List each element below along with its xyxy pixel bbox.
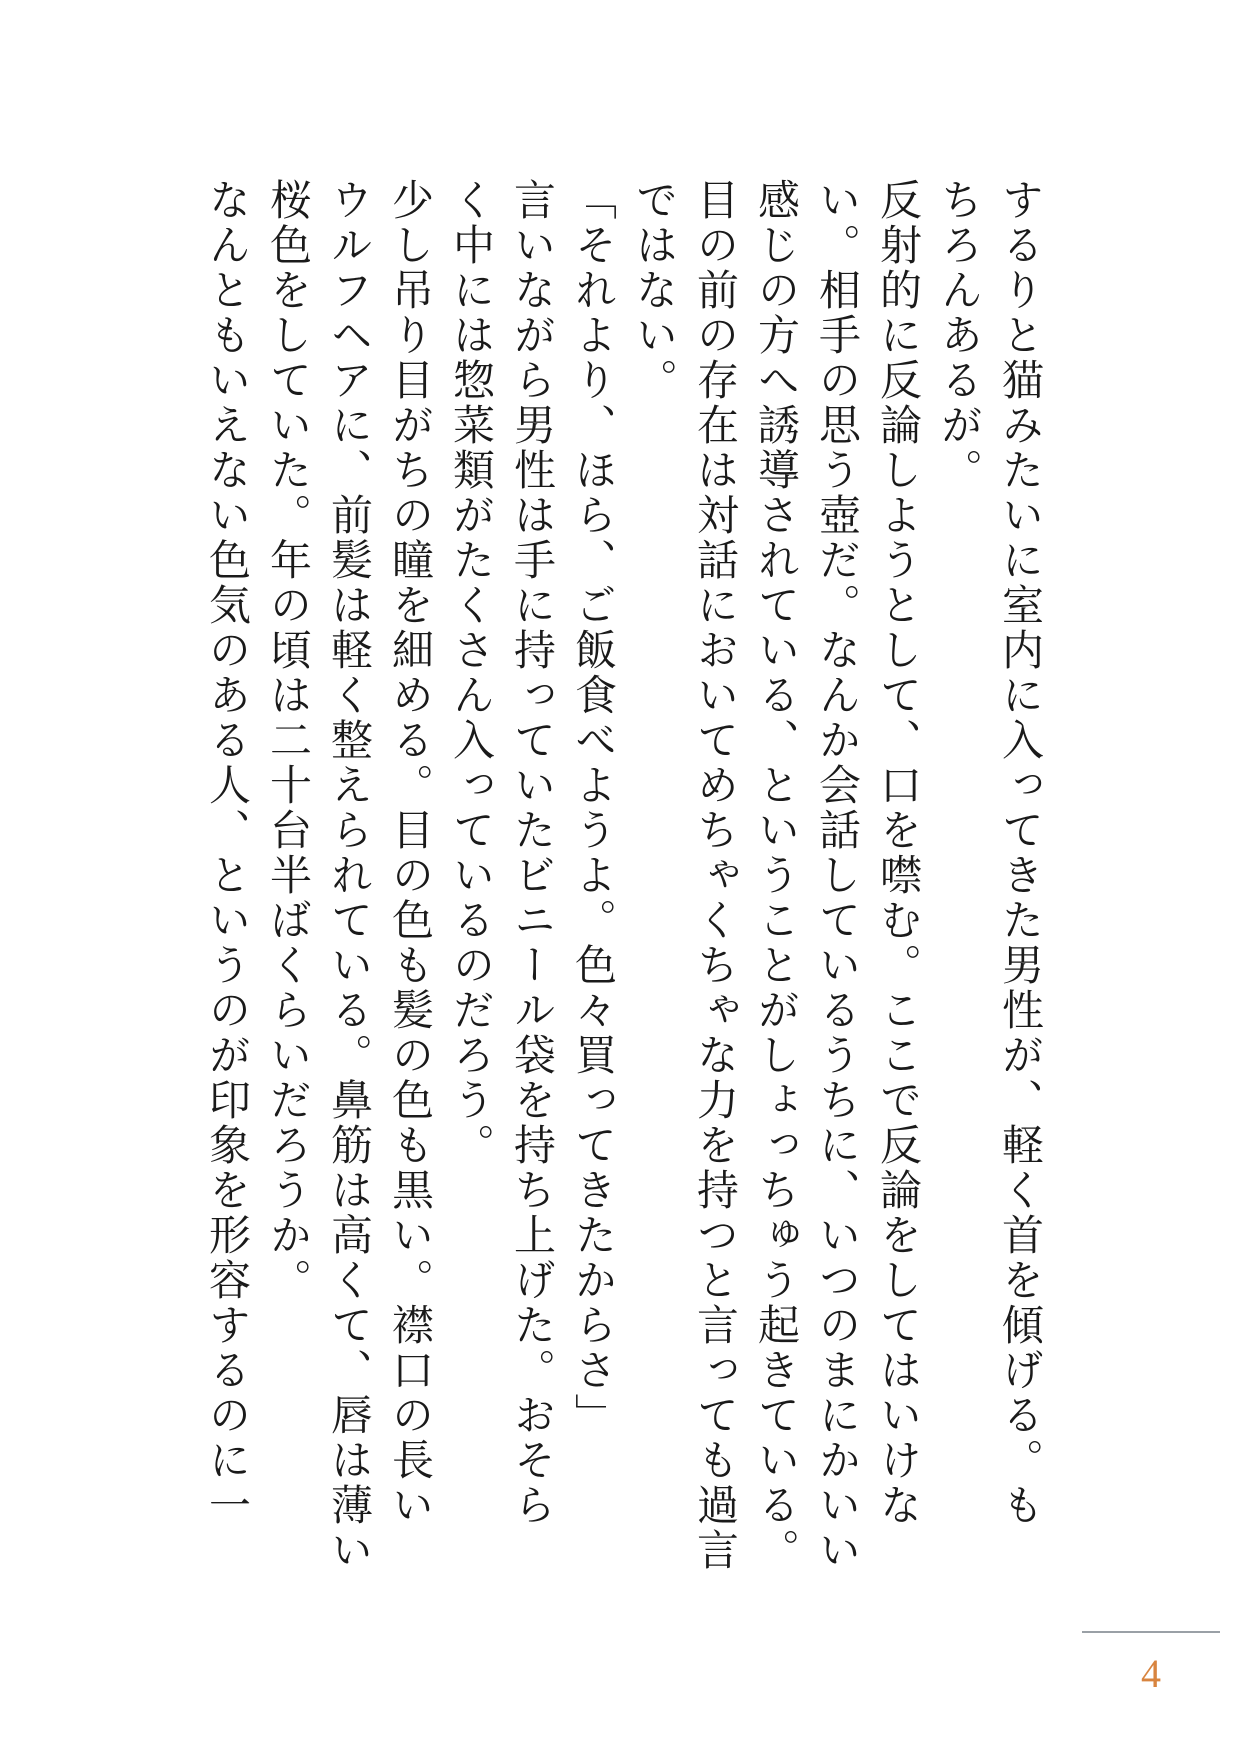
text-line: 桜色をしていた。年の頃は二十台半ばくらいだろうか。	[264, 178, 313, 1303]
text-line: 感じの方へ誘導されている、ということがしょっちゅう起きている。	[752, 178, 801, 1573]
text-line: ちろんあるが。	[935, 178, 984, 493]
text-line: するりと猫みたいに室内に入ってきた男性が、軽く首を傾げる。も	[996, 178, 1045, 1528]
vertical-text-body	[197, 178, 1051, 1618]
text-line: ウルフヘアに、前髪は軽く整えられている。鼻筋は高くて、唇は薄い	[325, 178, 374, 1573]
text-line: 少し吊り目がちの瞳を細める。目の色も髪の色も黒い。襟口の長い	[386, 178, 435, 1528]
text-line: 「それより、ほら、ご飯食べようよ。色々買ってきたからさ」	[569, 178, 618, 1438]
text-line: く中には惣菜類がたくさん入っているのだろう。	[447, 178, 496, 1168]
text-line: 反射的に反論しようとして、口を噤む。ここで反論をしてはいけな	[874, 178, 923, 1528]
text-line: 言いながら男性は手に持っていたビニール袋を持ち上げた。おそら	[508, 178, 557, 1528]
text-line: 目の前の存在は対話においてめちゃくちゃな力を持つと言っても過言	[691, 178, 740, 1573]
text-line: ではない。	[630, 178, 679, 403]
page-number: 4	[1141, 1651, 1161, 1696]
text-line: い。相手の思う壺だ。なんか会話しているうちに、いつのまにかいい	[813, 178, 862, 1573]
text-line: なんともいえない色気のある人、というのが印象を形容するのに一	[203, 178, 252, 1528]
footer-divider	[1082, 1631, 1220, 1633]
